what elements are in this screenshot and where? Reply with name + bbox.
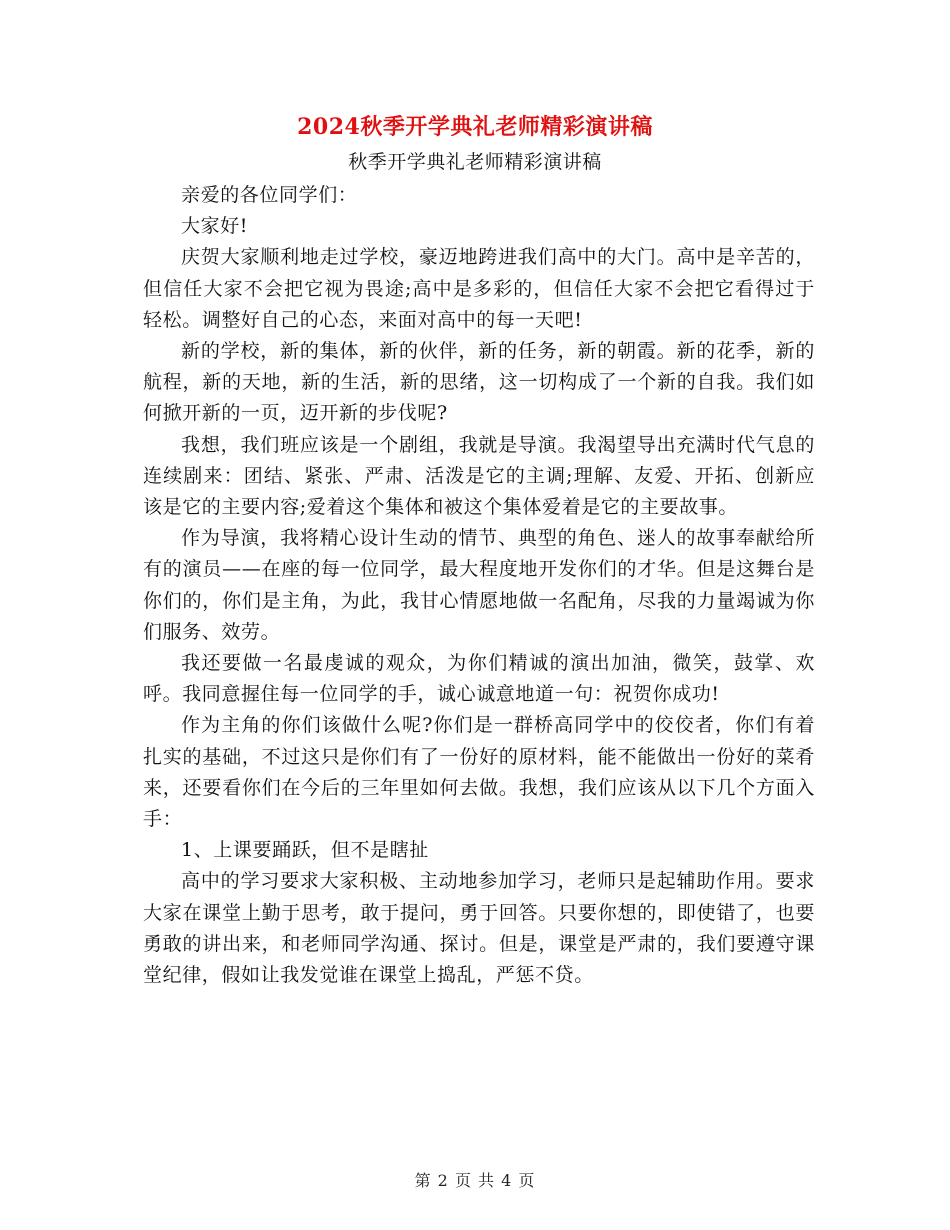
document-body [143,180,815,991]
salutation-paragraph: 大家好! [181,215,249,238]
greeting-paragraph: 亲爱的各位同学们： [181,184,358,206]
body-paragraph: 我想，我们班应该是一个剧组，我就是导演。我渴望导出充满时代气息的连续剧来：团结、紧张、严肃、活泼是它的主调;理解、友爱、开拓、创新应该是它的主要内容;爱着这个集体和被这个集体爱着是它的主要故事。 [143,433,815,519]
body-paragraph: 我还要做一名最虔诚的观众，为你们精诚的演出加油，微笑，鼓掌、欢呼。我同意握住每一位同学的手，诚心诚意地道一句：祝贺你成功! [143,652,815,706]
body-paragraph: 新的学校，新的集体，新的伙伴，新的任务，新的朝霞。新的花季，新的航程，新的天地，新的生活，新的思绪，这一切构成了一个新的自我。我们如何掀开新的一页，迈开新的步伐呢? [143,340,815,425]
body-paragraph: 庆贺大家顺利地走过学校，豪迈地跨进我们高中的大门。高中是辛苦的，但信任大家不会把它视为畏途;高中是多彩的，但信任大家不会把它看得过于轻松。调整好自己的心态，来面对高中的每一天吧! [143,246,815,331]
page-number: 第 2 页 共 4 页 [414,1171,536,1190]
body-paragraph: 作为导演，我将精心设计生动的情节、典型的角色、迷人的故事奉献给所有的演员——在座的每一位同学，最大程度地开发你们的才华。但是这舞台是你们的，你们是主角，为此，我甘心情愿地做一名配角，尽我的力量竭诚为你们服务、效劳。 [143,527,815,643]
document-title: 2024秋季开学典礼老师精彩演讲稿 [297,114,653,140]
body-paragraph: 高中的学习要求大家积极、主动地参加学习，老师只是起辅助作用。要求大家在课堂上勤于思考，敢于提问，勇于回答。只要你想的，即使错了，也要勇敢的讲出来，和老师同学沟通、探讨。但是，课堂是严肃的，我们要遵守课堂纪律，假如让我发觉谁在课堂上捣乱，严惩不贷。 [143,870,815,987]
document-subtitle: 秋季开学典礼老师精彩演讲稿 [348,151,602,173]
body-paragraph: 作为主角的你们该做什么呢?你们是一群桥高同学中的佼佼者，你们有着扎实的基础，不过这只是你们有了一份好的原材料，能不能做出一份好的菜肴来，还要看你们在今后的三年里如何去做。我想，我们应该从以下几个方面入手： [143,714,815,831]
section-heading: 1、上课要踊跃，但不是瞎扯 [181,839,429,862]
